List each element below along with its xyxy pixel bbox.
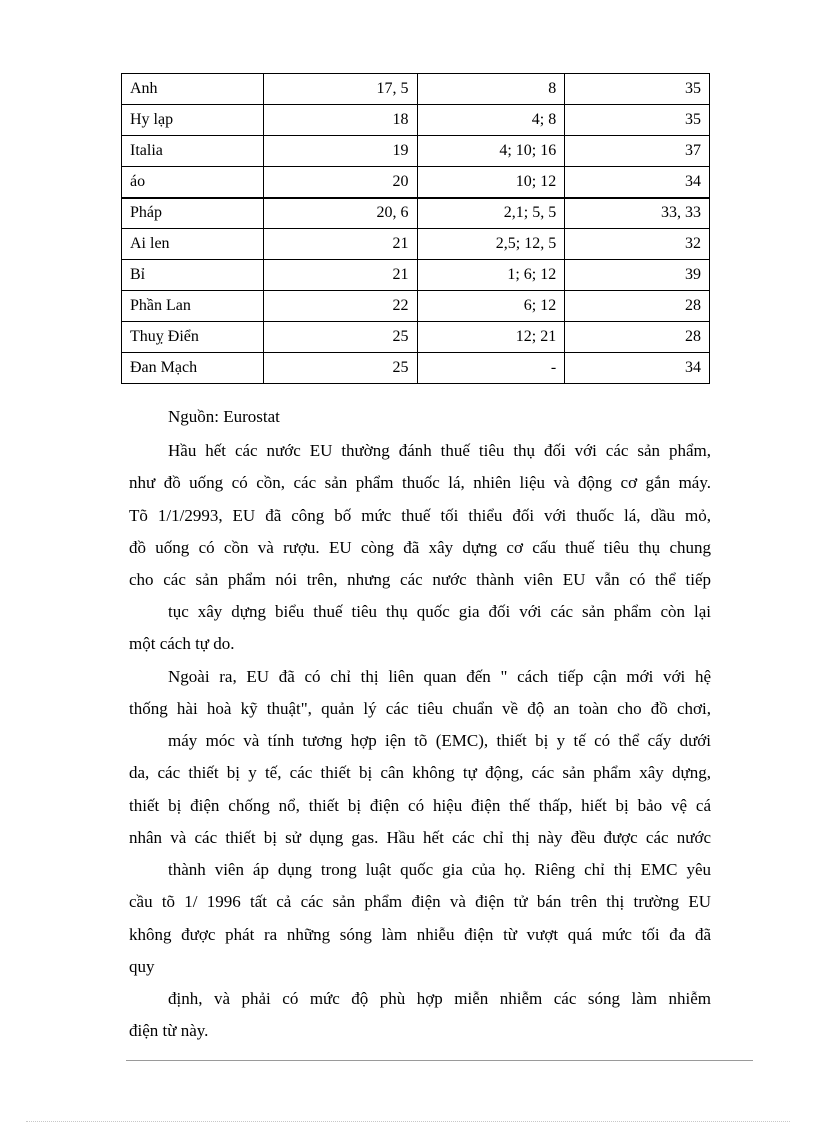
table-cell: 25 bbox=[263, 353, 417, 384]
page-bottom-rule bbox=[26, 1121, 790, 1122]
paragraph-line: thành viên áp dụng trong luật quốc gia của họ. Riêng chỉ thị EMC yêu bbox=[168, 860, 711, 879]
table-cell: Hy lạp bbox=[122, 105, 264, 136]
paragraph-line: Tõ 1/1/2993, EU đã công bố mức thuế tối thiểu đối với thuốc lá, dầu mỏ, bbox=[129, 506, 711, 525]
table-cell: 10; 12 bbox=[417, 167, 565, 198]
paragraph-line: Hầu hết các nước EU thường đánh thuế tiêu thụ đối với các sản phẩm, bbox=[168, 441, 711, 460]
table-cell: 28 bbox=[565, 322, 710, 353]
table-cell: 22 bbox=[263, 291, 417, 322]
table-cell: 35 bbox=[565, 105, 710, 136]
tax-rate-table bbox=[121, 73, 710, 384]
table-row bbox=[122, 136, 710, 167]
table-row bbox=[122, 322, 710, 353]
table-cell: 32 bbox=[565, 229, 710, 260]
table-cell: 33, 33 bbox=[565, 198, 710, 229]
paragraph-line: da, các thiết bị y tế, các thiết bị cân không tự động, các sản phẩm xây dựng, bbox=[129, 763, 711, 782]
table-cell: 4; 10; 16 bbox=[417, 136, 565, 167]
table-cell: 34 bbox=[565, 167, 710, 198]
table-row bbox=[122, 260, 710, 291]
paragraph-line: quy bbox=[129, 957, 155, 976]
table-row bbox=[122, 74, 710, 105]
table-cell: Pháp bbox=[122, 198, 264, 229]
paragraph-line: không được phát ra những sóng làm nhiễu điện từ vượt quá mức tối đa đã bbox=[129, 925, 711, 944]
paragraph-line: như đồ uống có cồn, các sản phẩm thuốc lá, nhiên liệu và động cơ gắn máy. bbox=[129, 473, 711, 492]
table-cell: Anh bbox=[122, 74, 264, 105]
table-cell: áo bbox=[122, 167, 264, 198]
table-cell: 2,5; 12, 5 bbox=[417, 229, 565, 260]
table-cell: Thuỵ Điển bbox=[122, 322, 264, 353]
table-cell: 17, 5 bbox=[263, 74, 417, 105]
footer-rule bbox=[126, 1060, 753, 1061]
source-note: Nguồn: Eurostat bbox=[168, 407, 280, 426]
table-row bbox=[122, 353, 710, 384]
table-cell: 39 bbox=[565, 260, 710, 291]
table-cell: Đan Mạch bbox=[122, 353, 264, 384]
table-cell: 6; 12 bbox=[417, 291, 565, 322]
table-cell: 8 bbox=[417, 74, 565, 105]
table-row bbox=[122, 167, 710, 198]
table-cell: Ai len bbox=[122, 229, 264, 260]
paragraph-line: cầu tõ 1/ 1996 tất cả các sản phẩm điện và điện tử bán trên thị trường EU bbox=[129, 892, 711, 911]
table-row bbox=[122, 229, 710, 260]
table-cell: 19 bbox=[263, 136, 417, 167]
table-row bbox=[122, 291, 710, 322]
table-cell: 2,1; 5, 5 bbox=[417, 198, 565, 229]
paragraph-line: đồ uống có cồn và rượu. EU còng đã xây dựng cơ cấu thuế tiêu thụ chung bbox=[129, 538, 711, 557]
paragraph-line: thống hài hoà kỹ thuật", quản lý các tiêu chuẩn về độ an toàn cho đồ chơi, bbox=[129, 699, 711, 718]
table-cell: 34 bbox=[565, 353, 710, 384]
paragraph-line: nhân và các thiết bị sử dụng gas. Hầu hết các chỉ thị này đều được các nước bbox=[129, 828, 711, 847]
table-row bbox=[122, 198, 710, 229]
table-cell: Italia bbox=[122, 136, 264, 167]
paragraph-line: điện từ này. bbox=[129, 1021, 209, 1040]
table-cell: - bbox=[417, 353, 565, 384]
table-cell: 21 bbox=[263, 229, 417, 260]
paragraph-line: thiết bị điện chống nổ, thiết bị điện có hiệu điện thế thấp, hiết bị bảo vệ cá bbox=[129, 796, 711, 815]
paragraph-line: Ngoài ra, EU đã có chỉ thị liên quan đến " cách tiếp cận mới với hệ bbox=[168, 667, 711, 686]
table-cell: Bỉ bbox=[122, 260, 264, 291]
table-cell: 28 bbox=[565, 291, 710, 322]
table-row bbox=[122, 105, 710, 136]
table-cell: 35 bbox=[565, 74, 710, 105]
table-cell: 20 bbox=[263, 167, 417, 198]
table-cell: 18 bbox=[263, 105, 417, 136]
table-cell: 4; 8 bbox=[417, 105, 565, 136]
paragraph-line: máy móc và tính tương hợp iện tõ (EMC), thiết bị y tế có thể cấy dưới bbox=[168, 731, 711, 750]
paragraph-line: định, và phải có mức độ phù hợp miễn nhiễm các sóng làm nhiễm bbox=[168, 989, 711, 1008]
table-cell: Phần Lan bbox=[122, 291, 264, 322]
table-cell: 25 bbox=[263, 322, 417, 353]
paragraph-line: một cách tự do. bbox=[129, 634, 235, 653]
paragraph-line: tục xây dựng biểu thuế tiêu thụ quốc gia đối với các sản phẩm còn lại bbox=[168, 602, 711, 621]
paragraph-line: cho các sản phẩm nói trên, nhưng các nước thành viên EU vẫn có thể tiếp bbox=[129, 570, 711, 589]
table-cell: 20, 6 bbox=[263, 198, 417, 229]
table-cell: 1; 6; 12 bbox=[417, 260, 565, 291]
table-cell: 37 bbox=[565, 136, 710, 167]
table-cell: 12; 21 bbox=[417, 322, 565, 353]
table-cell: 21 bbox=[263, 260, 417, 291]
